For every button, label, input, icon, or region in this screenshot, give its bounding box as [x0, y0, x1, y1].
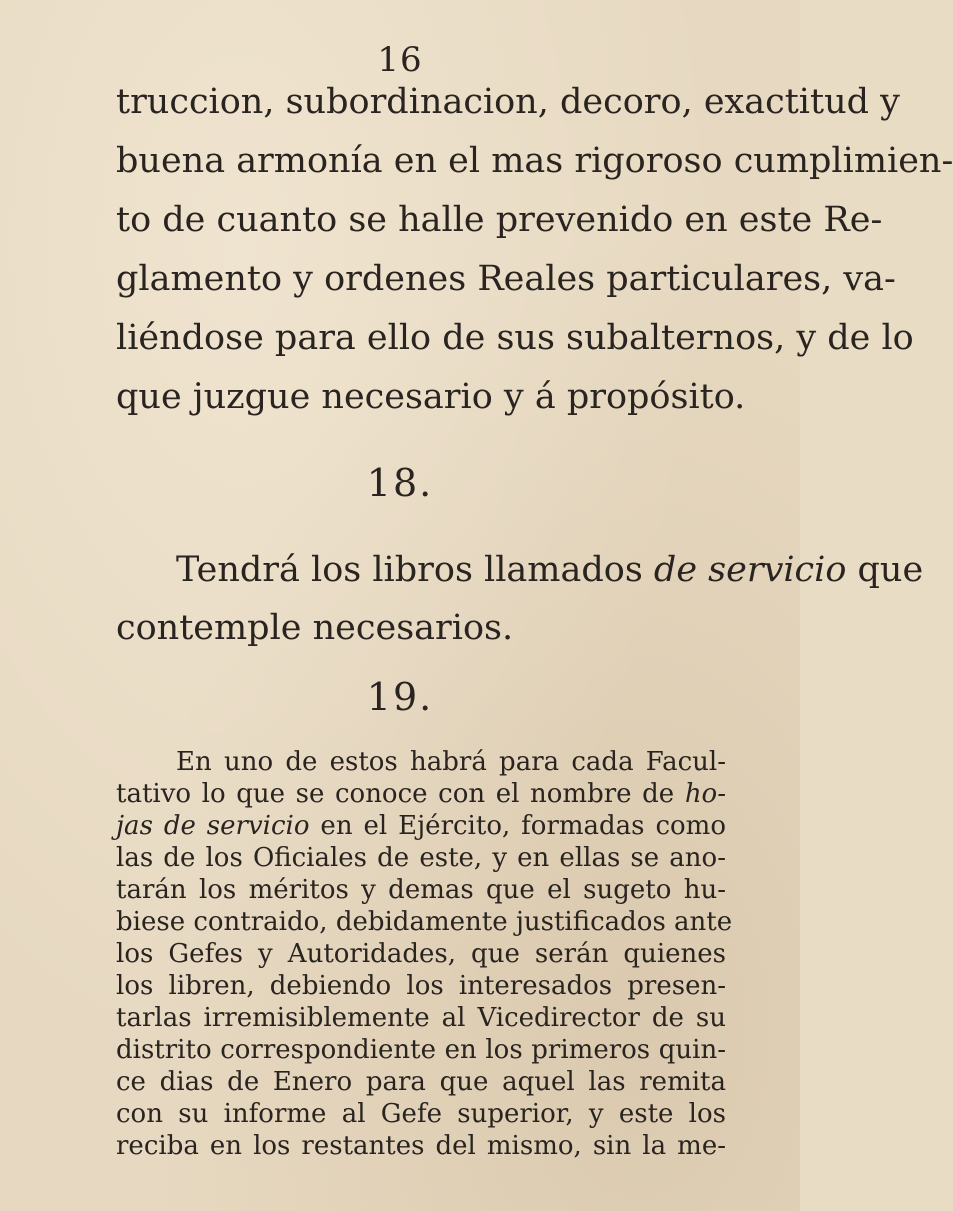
- text-line: glamento y ordenes Reales particulares, va-: [116, 259, 896, 299]
- text-line: los Gefes y Autoridades, que serán quienes: [116, 939, 726, 969]
- text-line: truccion, subordinacion, decoro, exactitud y: [116, 82, 900, 122]
- italic-term: ho-: [684, 779, 726, 809]
- text-line: con su informe al Gefe superior, y este los: [116, 1099, 726, 1129]
- article-19-number: 19.: [366, 675, 434, 719]
- text-line: las de los Oficiales de este, y en ellas se ano-: [116, 843, 726, 873]
- text-line: distrito correspondiente en los primeros quin-: [116, 1035, 726, 1065]
- text-line: los libren, debiendo los interesados presen-: [116, 971, 726, 1001]
- page-number: 16: [377, 40, 423, 80]
- italic-term: jas de servicio: [116, 811, 310, 841]
- text-line: tarlas irremisiblemente al Vicedirector de su: [116, 1003, 726, 1033]
- text-line: que juzgue necesario y á propósito.: [116, 377, 746, 417]
- text-span: Tendrá los libros llamados: [176, 550, 654, 590]
- text-line: tarán los méritos y demas que el sugeto hu-: [116, 875, 726, 905]
- text-line: biese contraido, debidamente justificados ante: [116, 907, 733, 937]
- italic-term: de servicio: [653, 550, 847, 590]
- text-line: [116, 778, 726, 810]
- text-line: contemple necesarios.: [116, 608, 514, 648]
- text-line: liéndose para ello de sus subalternos, y de lo: [116, 318, 914, 358]
- text-span: que: [846, 550, 924, 590]
- text-line: [116, 810, 726, 842]
- text-line: [116, 540, 924, 600]
- text-span: en el Ejército, formadas como: [309, 811, 726, 841]
- text-line: buena armonía en el mas rigoroso cumplimien-: [116, 141, 953, 181]
- text-line: En uno de estos habrá para cada Facul-: [176, 747, 726, 777]
- text-span: tativo lo que se conoce con el nombre de: [116, 779, 685, 809]
- article-18-number: 18.: [366, 461, 434, 505]
- text-line: ce dias de Enero para que aquel las remita: [116, 1067, 726, 1097]
- text-line: reciba en los restantes del mismo, sin la me-: [116, 1131, 726, 1161]
- text-line: to de cuanto se halle prevenido en este Re-: [116, 200, 883, 240]
